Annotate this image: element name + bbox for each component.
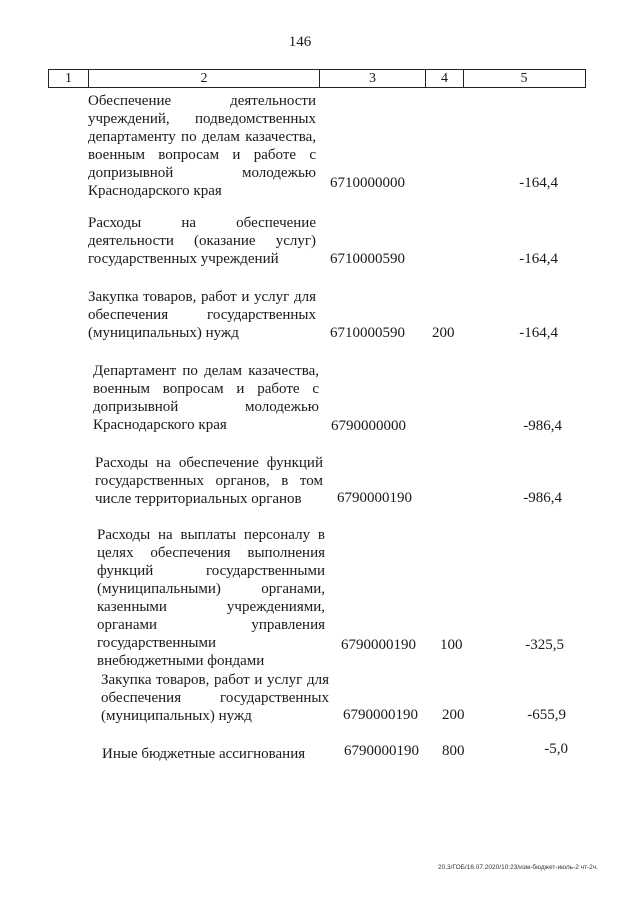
row-code: 6790000190	[337, 490, 412, 506]
header-col-5: 5	[520, 71, 528, 86]
row-code: 6790000000	[331, 418, 406, 434]
row-description: Закупка товаров, работ и услуг для обеспечения государственных (муниципальных) нужд	[88, 289, 316, 341]
row-amount: -325,5	[525, 637, 564, 653]
row-amount: -164,4	[519, 251, 558, 267]
row-description: Обеспечение деятельности учреждений, подведомственных департаменту по делам казачества, военным вопросам и работе с допризывной молодежью Краснодарского края	[88, 93, 316, 199]
row-code: 6710000000	[330, 175, 405, 191]
header-col-4: 4	[426, 70, 464, 87]
row-code: 6710000590	[330, 325, 405, 341]
row-amount: -986,4	[523, 490, 562, 506]
file-stamp: 20.3/ГОБ/16.07.2020/10:23/изм-бюджет-июль-2 чт-2ч.	[438, 864, 598, 871]
row-description: Расходы на обеспечение деятельности (оказание услуг) государственных учреждений	[88, 215, 316, 267]
header-col-1: 1	[49, 70, 89, 87]
row-code: 6710000590	[330, 251, 405, 267]
row-amount: -5,0	[544, 741, 568, 757]
row-code: 6790000190	[341, 637, 416, 653]
column-header-row	[48, 69, 586, 88]
row-description: Закупка товаров, работ и услуг для обеспечения государственных (муниципальных) нужд	[101, 672, 329, 724]
row-description: Расходы на обеспечение функций государственных органов, в том числе территориальных органов	[95, 455, 323, 507]
row-description: Расходы на выплаты персоналу в целях обеспечения выполнения функций государственными (муниципальными) органами, казенными учреждениями, органами управления государственными внебюджетными фондами	[97, 527, 325, 669]
row-description: Иные бюджетные ассигнования	[102, 746, 306, 762]
row-type: 800	[442, 743, 465, 759]
header-col-2: 2	[89, 70, 320, 87]
page-number: 146	[288, 34, 312, 50]
row-amount: -986,4	[523, 418, 562, 434]
row-amount: -164,4	[519, 175, 558, 191]
header-col-3: 3	[320, 70, 426, 87]
row-type: 100	[440, 637, 463, 653]
row-code: 6790000190	[343, 707, 418, 723]
row-amount: -164,4	[519, 325, 558, 341]
row-amount: -655,9	[527, 707, 566, 723]
row-type: 200	[442, 707, 465, 723]
row-code: 6790000190	[344, 743, 419, 759]
row-type: 200	[432, 325, 455, 341]
row-description: Департамент по делам казачества, военным вопросам и работе с допризывной молодежью Краснодарского края	[93, 363, 319, 433]
